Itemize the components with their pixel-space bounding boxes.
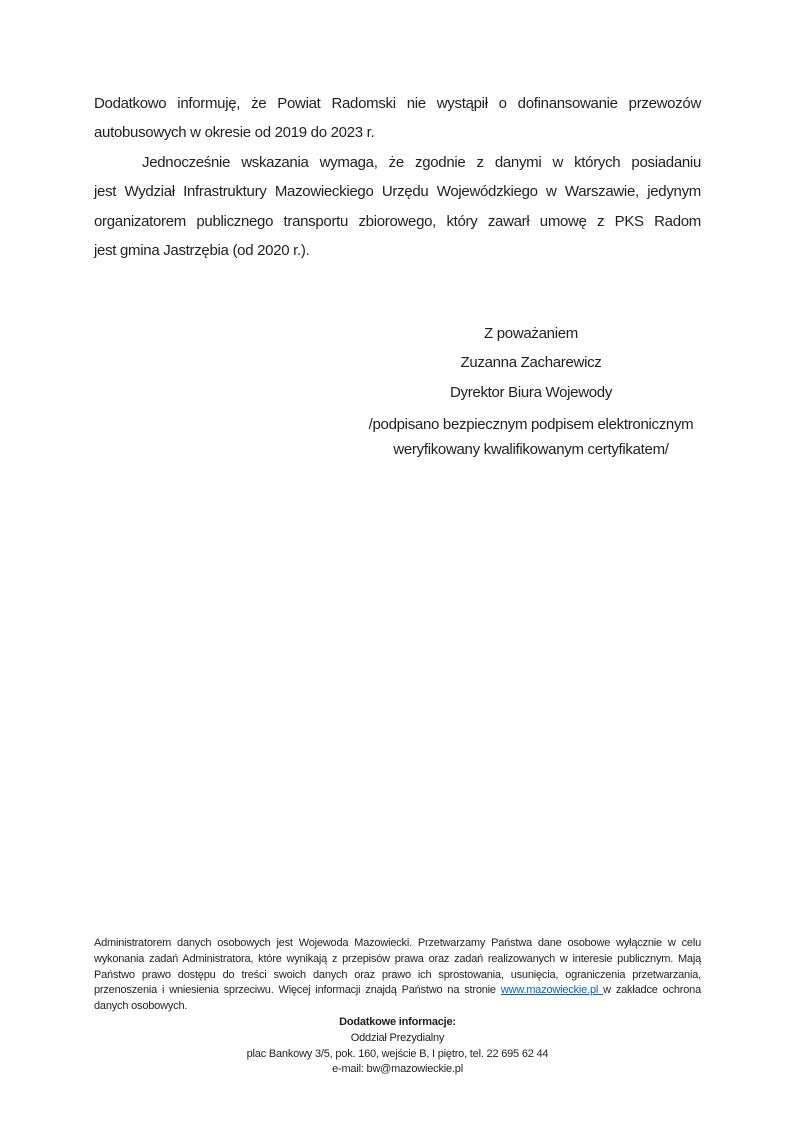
privacy-line-text: w zakładce ochrona (603, 984, 702, 997)
signatory-title: Dyrektor Biura Wojewody (449, 383, 613, 401)
closing-phrase: Z poważaniem (484, 325, 578, 342)
signature-block (331, 319, 731, 463)
letter-body (94, 89, 701, 265)
esignature-note-line: /podpisano bezpiecznym podpisem elektronicznym (368, 416, 694, 434)
text-line: jest Wydział Infrastruktury Mazowieckiego Urzędu Wojewódzkiego w Warszawie, jedynym (94, 183, 701, 201)
privacy-line (94, 983, 701, 999)
paragraph-1 (94, 89, 701, 148)
address-line: plac Bankowy 3/5, pok. 160, wejście B, I piętro, tel. 22 695 62 44 (246, 1047, 549, 1060)
privacy-line: danych osobowych. (94, 1000, 188, 1013)
additional-info-header: Dodatkowe informacje: (339, 1015, 456, 1028)
email-line: e-mail: bw@mazowieckie.pl (332, 1063, 463, 1076)
signatory-name: Zuzanna Zacharewicz (460, 354, 602, 372)
privacy-line: wykonania zadań Administratora, które wynikają z przepisów prawa oraz zadań realizowanych w interesie publicznym. Mają (94, 952, 701, 965)
privacy-notice (94, 936, 701, 1015)
privacy-line: Państwo prawo dostępu do treści swoich danych oraz prawo ich sprostowania, usunięcia, ograniczenia przetwarzania, (94, 968, 701, 981)
footer (94, 936, 701, 1078)
text-line: Dodatkowo informuję, że Powiat Radomski nie wystąpił o dofinansowanie przewozów (94, 95, 701, 112)
esignature-note-line: weryfikowany kwalifikowanym certyfikatem/ (393, 440, 669, 458)
text-line: autobusowych w okresie od 2019 do 2023 r. (94, 124, 375, 142)
department-line: Oddział Prezydialny (350, 1031, 445, 1044)
privacy-line-text: przenoszenia i wniesienia sprzeciwu. Więcej informacji znajdą Państwo na stronie (94, 984, 501, 997)
additional-info (94, 1015, 701, 1078)
text-line: organizatorem publicznego transportu zbiorowego, który zawarł umowę z PKS Radom (94, 212, 701, 230)
paragraph-2 (94, 148, 701, 266)
text-line: jest gmina Jastrzębia (od 2020 r.). (94, 242, 310, 260)
esignature-note (331, 413, 731, 462)
mazowieckie-link[interactable]: www.mazowieckie.pl (500, 984, 604, 997)
text-line: Jednocześnie wskazania wymaga, że zgodnie z danymi w których posiadaniu (142, 153, 701, 171)
privacy-line: Administratorem danych osobowych jest Wojewoda Mazowiecki. Przetwarzamy Państwa dane osobowe wyłącznie w celu (94, 937, 701, 949)
